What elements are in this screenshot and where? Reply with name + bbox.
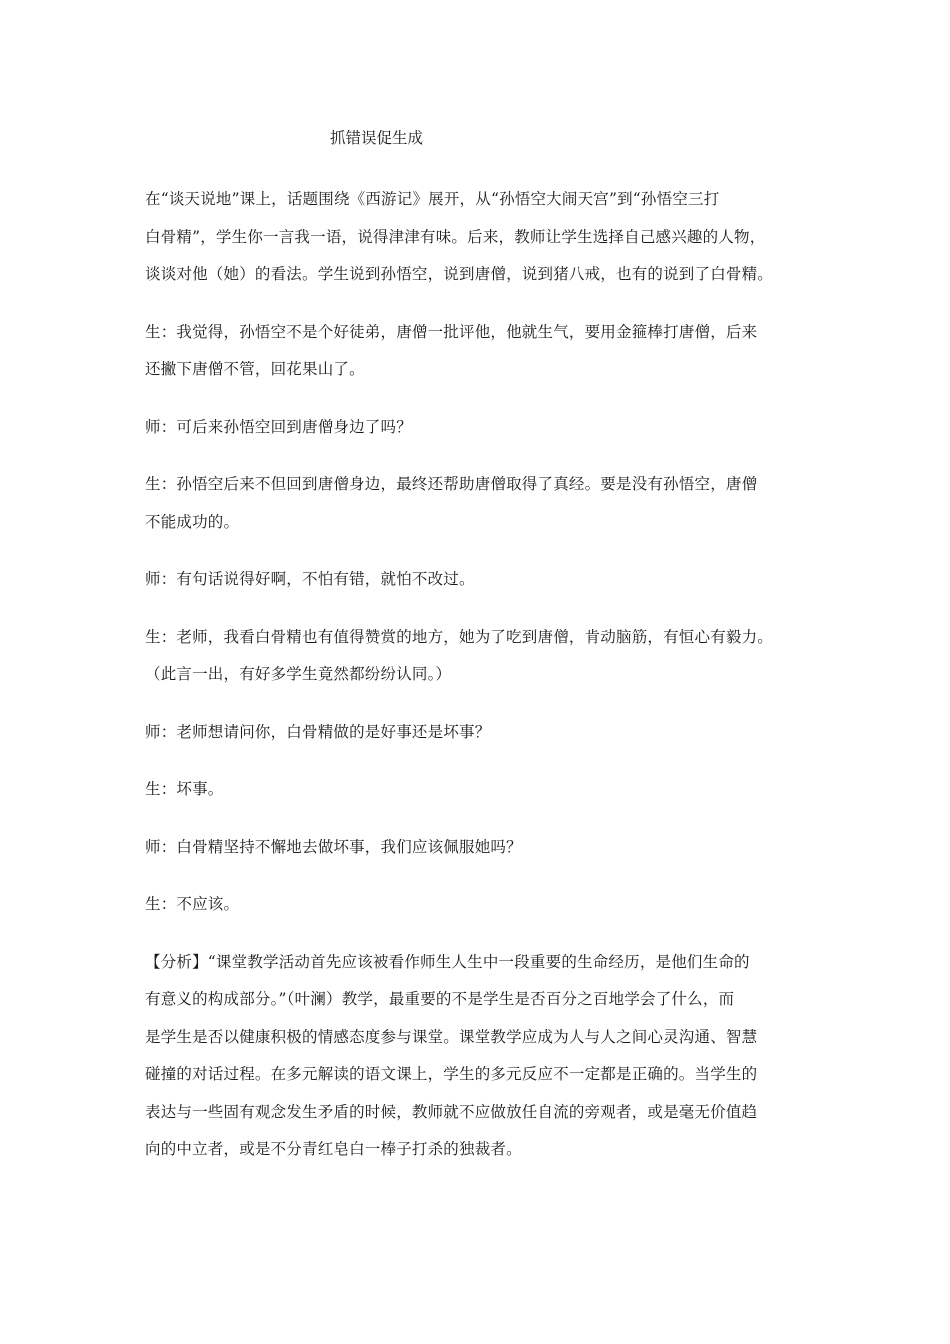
text-line: 不能成功的。	[145, 512, 240, 531]
text-line: 还撇下唐僧不管，回花果山了。	[145, 360, 365, 378]
paragraph	[145, 944, 815, 1169]
text-line: 师：可后来孙悟空回到唐僧身边了吗？	[145, 417, 412, 436]
text-line: 生：不应该。	[145, 895, 240, 913]
text-line: （此言一出，有好多学生竟然都纷纷认同。）	[145, 665, 452, 683]
paragraph	[145, 714, 815, 752]
paragraph	[145, 314, 815, 389]
text-line: 师：有句话说得好啊，不怕有错，就怕不改过。	[145, 570, 475, 588]
text-line: 白骨精”，学生你一言我一语，说得津津有味。后来，教师让学生选择自己感兴趣的人物，	[145, 227, 766, 246]
text-line: 碰撞的对话过程。在多元解读的语文课上，学生的多元反应不一定都是正确的。当学生的	[145, 1065, 758, 1083]
paragraph	[145, 886, 815, 924]
paragraph	[145, 619, 815, 694]
paragraph	[145, 829, 815, 867]
text-line: 向的中立者，或是不分青红皂白一棒子打杀的独裁者。	[145, 1140, 522, 1158]
text-line: 生：老师，我看白骨精也有值得赞赏的地方，她为了吃到唐僧，肯动脑筋，有恒心有毅力。	[145, 627, 774, 646]
text-line: 生：孙悟空后来不但回到唐僧身边，最终还帮助唐僧取得了真经。要是没有孙悟空，唐僧	[145, 475, 758, 493]
paragraph	[145, 561, 815, 599]
text-line: 表达与一些固有观念发生矛盾的时候，教师就不应做放任自流的旁观者，或是毫无价值趋	[145, 1102, 758, 1121]
text-line: 生：我觉得，孙悟空不是个好徒弟，唐僧一批评他，他就生气，要用金箍棒打唐僧，后来	[145, 322, 758, 341]
text-line: 是学生是否以健康积极的情感态度参与课堂。课堂教学应成为人与人之间心灵沟通、智慧	[145, 1027, 758, 1046]
text-line: 有意义的构成部分。”（叶澜）教学，最重要的不是学生是否百分之百地学会了什么，而	[145, 990, 735, 1008]
text-line: 生：坏事。	[145, 780, 224, 798]
text-line: 谈谈对他（她）的看法。学生说到孙悟空，说到唐僧，说到猪八戒，也有的说到了白骨精。	[145, 265, 774, 283]
paragraph	[145, 181, 815, 294]
paragraph	[145, 466, 815, 541]
text-line: 在“谈天说地”课上，话题围绕《西游记》展开，从“孙悟空大闹天宫”到“孙悟空三打	[145, 190, 720, 208]
text-line: 师：白骨精坚持不懈地去做坏事，我们应该佩服她吗？	[145, 837, 522, 856]
document-title: 抓错误促生成	[330, 129, 424, 147]
document-body	[145, 181, 815, 1169]
paragraph	[145, 771, 815, 809]
text-line: 【分析】“课堂教学活动首先应该被看作师生人生中一段重要的生命经历，是他们生命的	[145, 952, 750, 971]
paragraph	[145, 409, 815, 447]
text-line: 师：老师想请问你，白骨精做的是好事还是坏事？	[145, 722, 491, 741]
